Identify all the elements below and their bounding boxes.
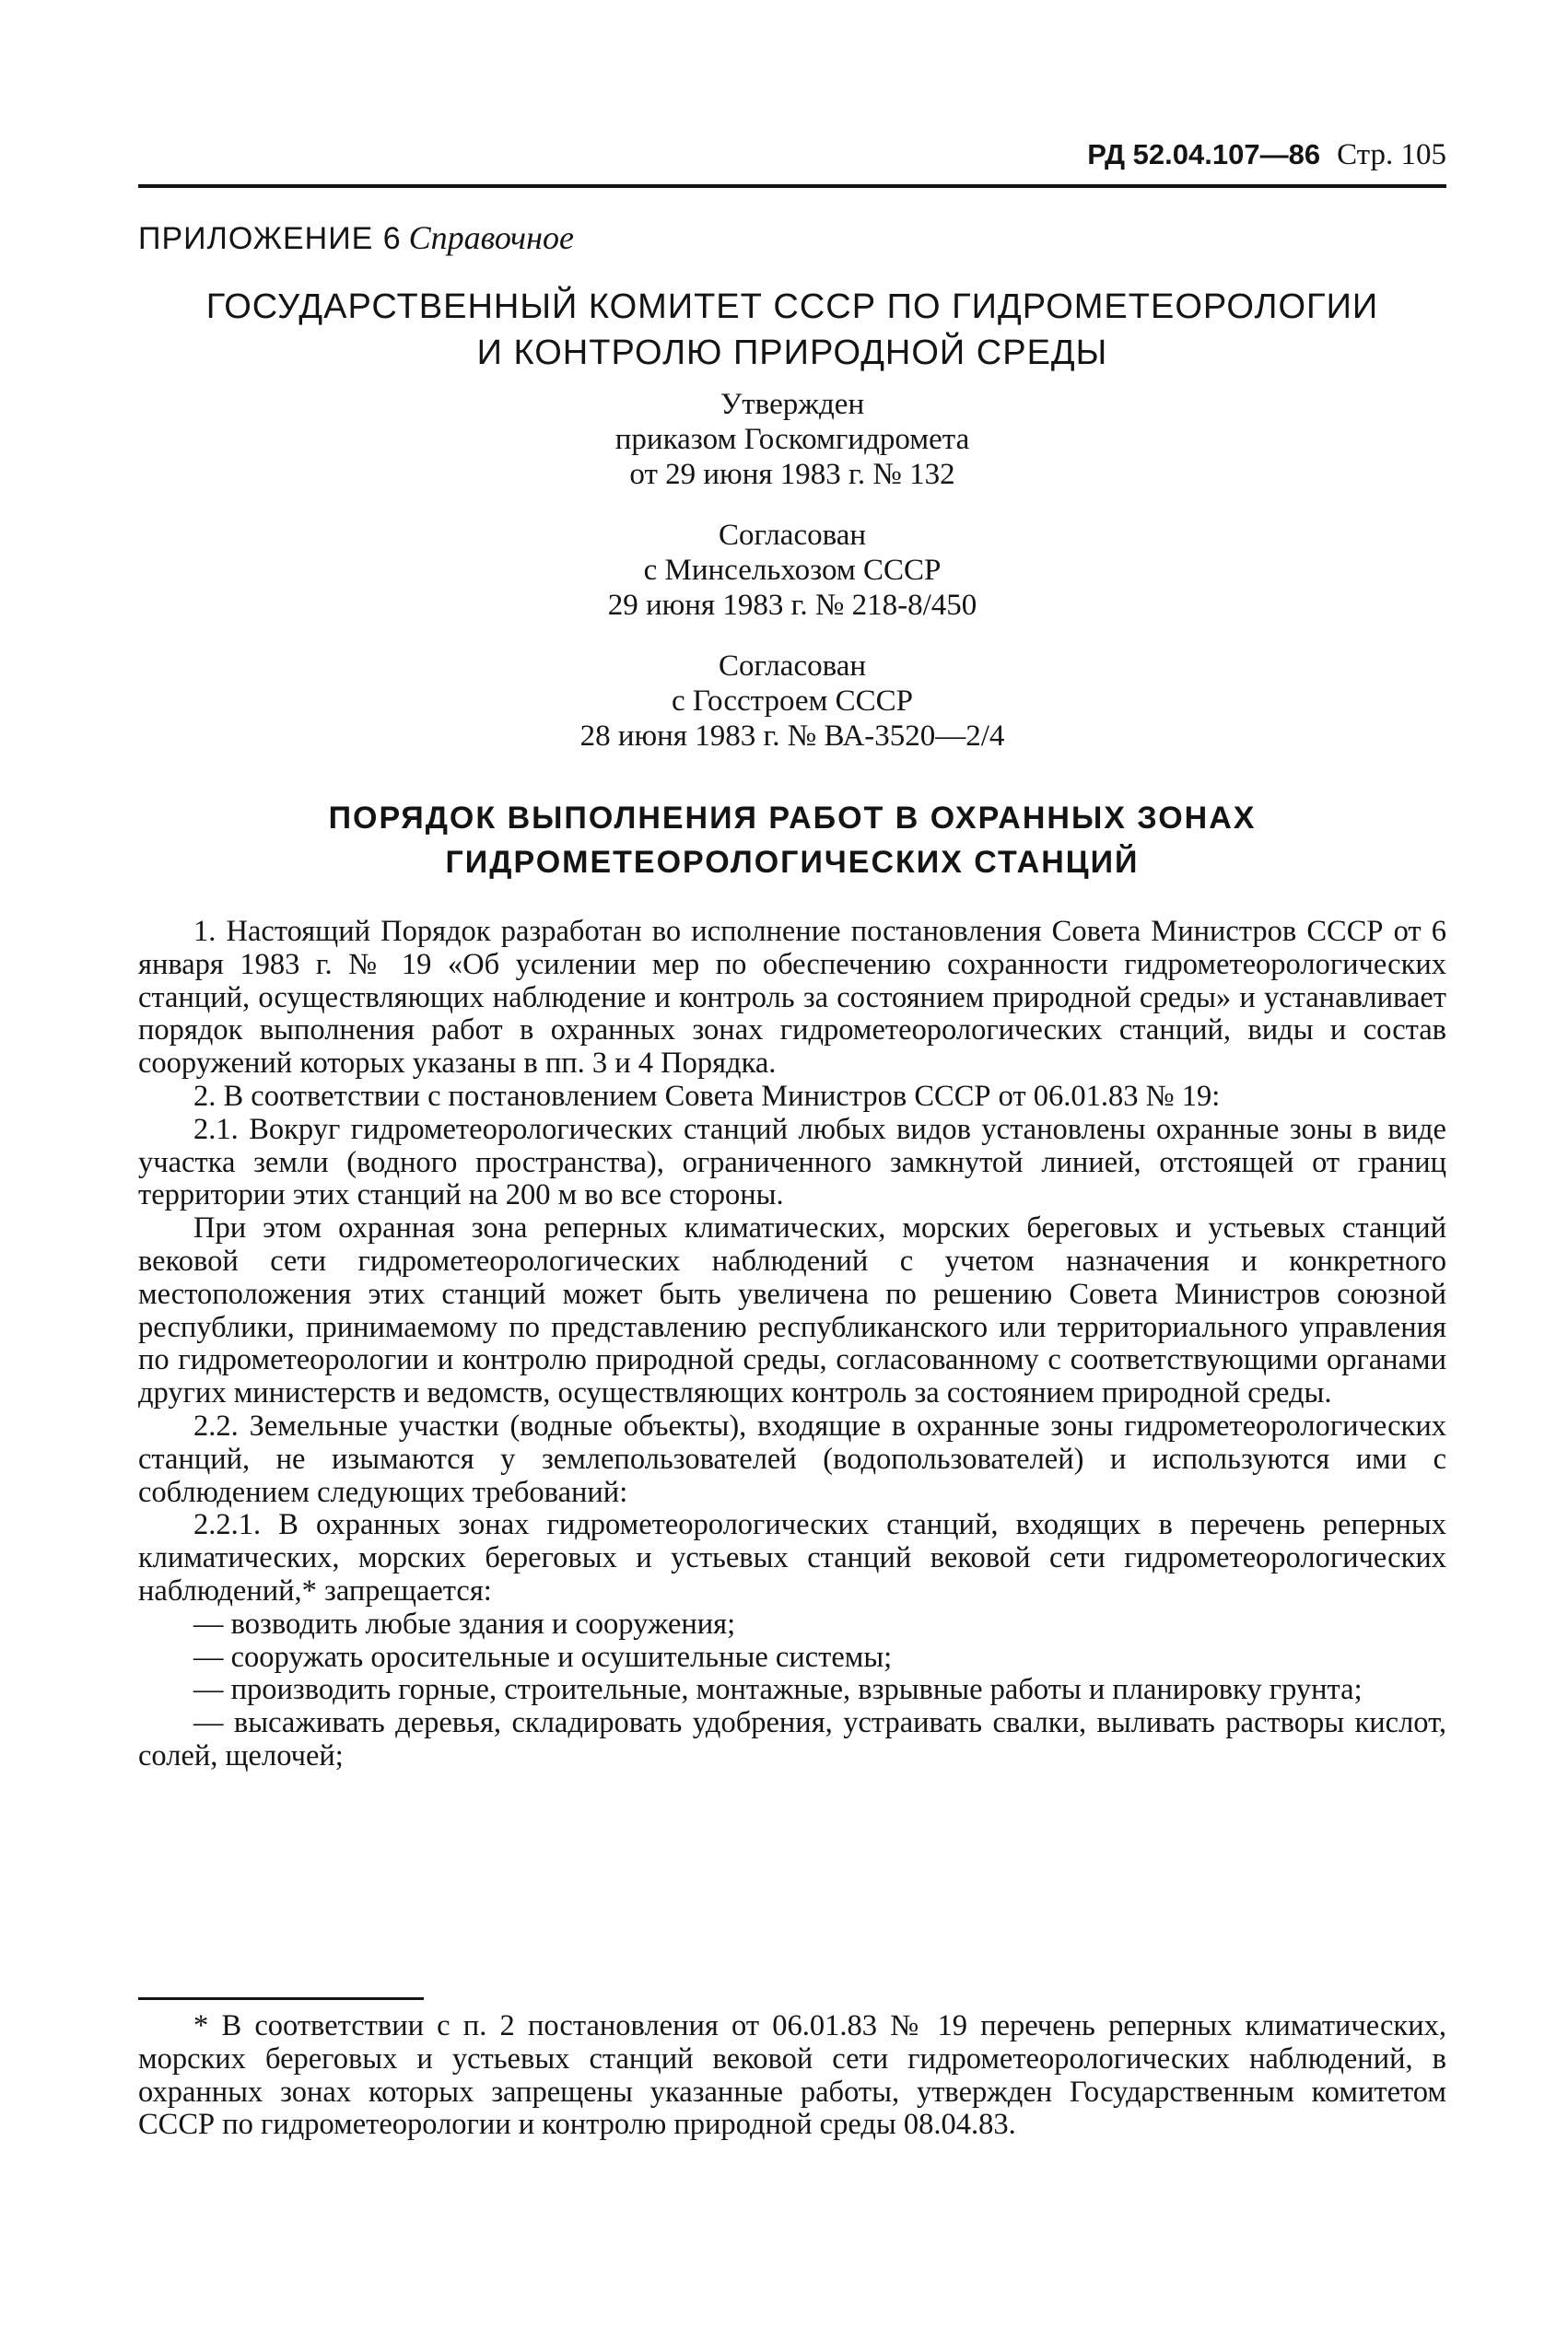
paragraph-item-2: 2. В соответствии с постановлением Совета Министров СССР от 06.01.83 № 19: (193, 1079, 1221, 1113)
paragraph-item-2-2: 2.2. Земельные участки (водные объекты), входящие в охранные зоны гидрометеорологических станций, не изымаются у землепользователей (водопользователей) и используются ими с соблюдением следующих требований: (138, 1409, 1446, 1509)
approval-block-construction (138, 649, 1446, 754)
appendix-label: ПРИЛОЖЕНИЕ 6 (138, 221, 402, 256)
paragraph-extended-zone: При этом охранная зона реперных климатических, морских береговых и устьевых станций вековой сети гидрометеорологических наблюдений с учетом назначения и конкретного местоположения этих станций может быть увеличена по решению Совета Министров союзной республики, принимаемому по представлению республиканского или территориального управления по гидрометеорологии и контролю природной среды, согласованному с соответствующими органами других министерств и ведомств, осуществляющих контроль за состоянием природной среды. (138, 1211, 1446, 1410)
footnote-rule (138, 1997, 424, 2000)
approval-line: 28 июня 1983 г. № ВА-3520—2/4 (579, 719, 1005, 753)
committee-title (138, 284, 1446, 376)
approval-line: Согласован (718, 519, 867, 552)
list-item: — производить горные, строительные, монтажные, взрывные работы и планировку грунта; (193, 1673, 1363, 1707)
paragraph-item-2-1: 2.1. Вокруг гидрометеорологических станций любых видов установлены охранные зоны в виде участка земли (водного пространства), ограниченного замкнутой линией, отстоящей от границ территории этих станций на 200 м во все стороны. (138, 1112, 1446, 1212)
footnote (138, 2010, 1446, 2142)
appendix-type: Справочное (408, 219, 574, 256)
approval-line: от 29 июня 1983 г. № 132 (629, 458, 955, 491)
body-text (138, 916, 1446, 1773)
approval-line: Утвержден (720, 388, 865, 421)
footnote-text: * В соответствии с п. 2 постановления от 06.01.83 № 19 перечень реперных климатических, морских береговых и устьевых станций вековой сети гидрометеорологических наблюдений, в охранных зонах которых запрещены указанные работы, утвержден Государственным комитетом СССР по гидрометеорологии и контролю природной среды 08.04.83. (138, 2009, 1446, 2142)
running-header (138, 136, 1446, 173)
approval-blocks (138, 387, 1446, 779)
committee-title-line: ГОСУДАРСТВЕННЫЙ КОМИТЕТ СССР ПО ГИДРОМЕТЕОРОЛОГИИ (205, 287, 1379, 326)
list-item: — сооружать оросительные и осушительные системы; (193, 1640, 893, 1674)
approval-line: Согласован (718, 649, 867, 683)
approval-line: с Минсельхозом СССР (643, 554, 942, 587)
approval-line: 29 июня 1983 г. № 218-8/450 (607, 589, 977, 622)
paragraph-item-1: 1. Настоящий Порядок разработан во исполнение постановления Совета Министров СССР от 6 января 1983 г. № 19 «Об усилении мер по обеспечению сохранности гидрометеорологических станций, осуществляющих наблюдение и контроль за состоянием природной среды» и устанавливает порядок выполнения работ в охранных зонах гидрометеорологических станций, виды и состав сооружений которых указаны в пп. 3 и 4 Порядка. (138, 915, 1446, 1081)
appendix-line (138, 217, 574, 259)
committee-title-line: И КОНТРОЛЮ ПРИРОДНОЙ СРЕДЫ (476, 333, 1108, 372)
page-number: Стр. 105 (1337, 138, 1446, 171)
list-item: — высаживать деревья, складировать удобрения, устраивать свалки, выливать растворы кислот, солей, щелочей; (138, 1706, 1446, 1772)
page-title-line: ГИДРОМЕТЕОРОЛОГИЧЕСКИХ СТАНЦИЙ (445, 845, 1140, 880)
approval-block-agriculture (138, 518, 1446, 623)
page-title (138, 796, 1446, 884)
page-title-line: ПОРЯДОК ВЫПОЛНЕНИЯ РАБОТ В ОХРАННЫХ ЗОНАХ (328, 801, 1257, 836)
header-rule (138, 184, 1446, 188)
approval-block-approved (138, 387, 1446, 492)
paragraph-item-2-2-1: 2.2.1. В охранных зонах гидрометеорологических станций, входящих в перечень реперных климатических, морских береговых и устьевых станций вековой сети гидрометеорологических наблюдений,* запрещается: (138, 1508, 1446, 1608)
approval-line: приказом Госкомгидромета (614, 423, 970, 456)
document-code: РД 52.04.107—86 (1087, 138, 1321, 170)
approval-line: с Госстроем СССР (671, 684, 914, 718)
list-item: — возводить любые здания и сооружения; (193, 1607, 736, 1641)
